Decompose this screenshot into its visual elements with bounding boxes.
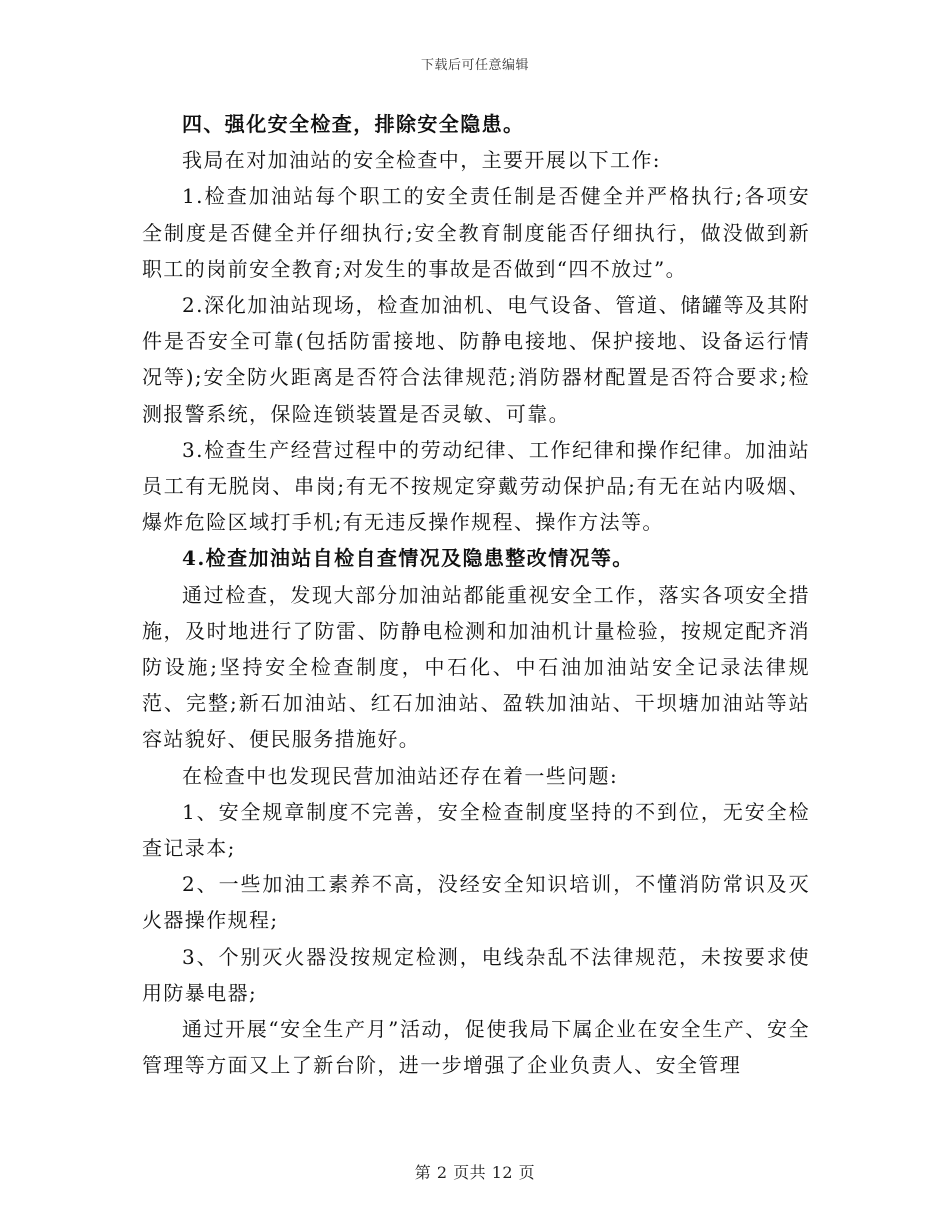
body-paragraph: 1、安全规章制度不完善，安全检查制度坚持的不到位，无安全检查记录本; <box>142 799 810 861</box>
page-header-note: 下载后可任意编辑 <box>420 58 529 73</box>
subsection-heading: 4.检查加油站自检自查情况及隐患整改情况等。 <box>182 546 634 571</box>
body-paragraph: 2.深化加油站现场，检查加油机、电气设备、管道、储罐等及其附件是否安全可靠(包括防雷接地、防静电接地、保护接地、设备运行情况等);安全防火距离是否符合法律规范;消防器材配置是否符合要求;检测报警系统，保险连锁装置是否灵敏、可靠。 <box>142 293 810 426</box>
page-number-footer: 第 2 页共 12 页 <box>414 1163 536 1182</box>
section-heading: 四、强化安全检查，排除安全隐患。 <box>182 112 525 136</box>
document-body <box>142 106 810 1083</box>
body-paragraph: 2、一些加油工素养不高，没经安全知识培训，不懂消防常识及灭火器操作规程; <box>142 872 810 933</box>
body-paragraph: 通过开展“安全生产月”活动，促使我局下属企业在安全生产、安全管理等方面又上了新台阶，进一步增强了企业负责人、安全管理 <box>142 1017 810 1078</box>
body-paragraph: 3.检查生产经营过程中的劳动纪律、工作纪律和操作纪律。加油站员工有无脱岗、串岗;有无不按规定穿戴劳动保护品;有无在站内吸烟、爆炸危险区域打手机;有无违反操作规程、操作方法等。 <box>142 437 810 535</box>
body-paragraph: 在检查中也发现民营加油站还存在着一些问题: <box>182 763 619 788</box>
body-paragraph: 我局在对加油站的安全检查中，主要开展以下工作: <box>182 148 661 173</box>
body-paragraph: 1.检查加油站每个职工的安全责任制是否健全并严格执行;各项安全制度是否健全并仔细执行;安全教育制度能否仔细执行，做没做到新职工的岗前安全教育;对发生的事故是否做到“四不放过”。 <box>142 184 810 281</box>
body-paragraph: 3、个别灭火器没按规定检测，电线杂乱不法律规范，未按要求使用防暴电器; <box>142 944 810 1005</box>
body-paragraph: 通过检查，发现大部分加油站都能重视安全工作，落实各项安全措施，及时地进行了防雷、防静电检测和加油机计量检验，按规定配齐消防设施;坚持安全检查制度，中石化、中石油加油站安全记录法律规范、完整;新石加油站、红石加油站、盈轶加油站、干坝塘加油站等站容站貌好、便民服务措施好。 <box>142 582 810 752</box>
